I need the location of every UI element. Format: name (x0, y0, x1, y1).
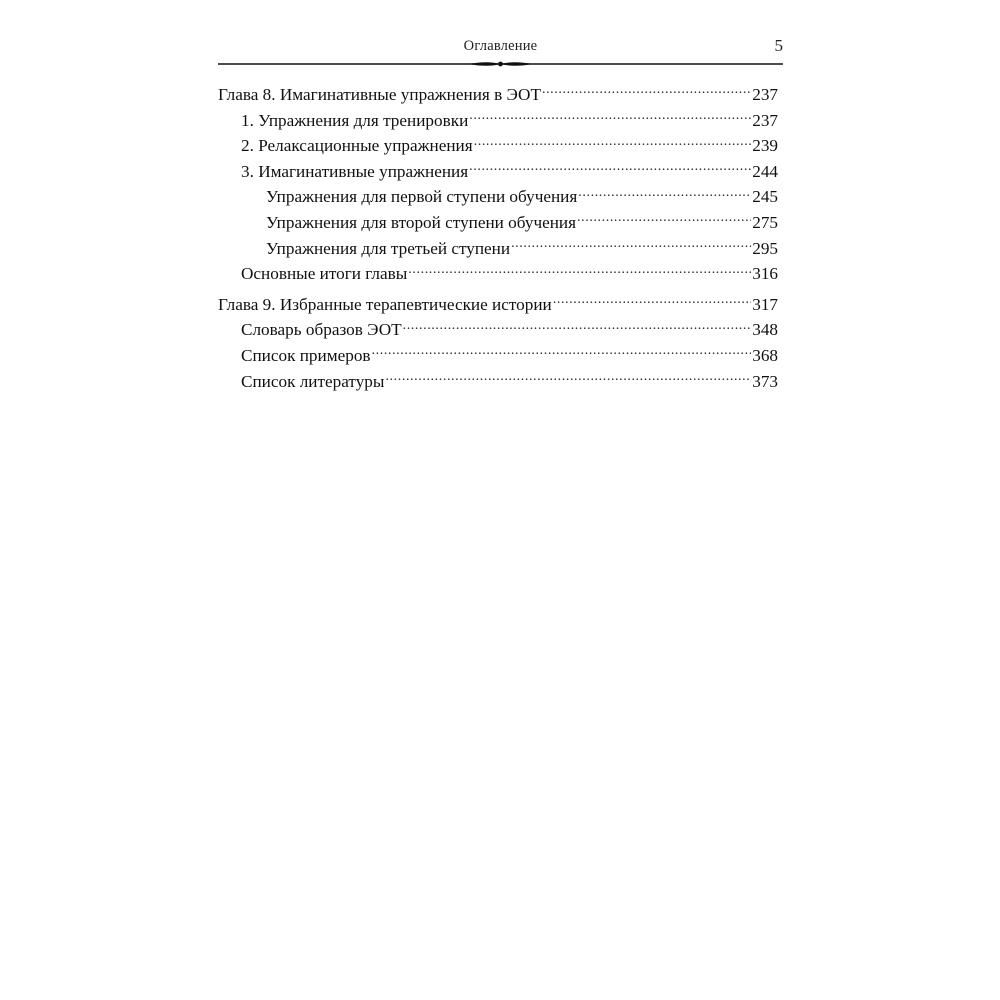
dot-leader (542, 83, 751, 100)
dot-leader (372, 344, 752, 361)
toc-entry-relaxation-exercises[interactable] (218, 133, 778, 159)
toc-entry-page: 244 (752, 161, 778, 181)
toc-entry-chapter-9[interactable] (218, 292, 778, 318)
toc-entry-page: 348 (752, 320, 778, 340)
table-of-contents (218, 82, 778, 394)
toc-entry-training-exercises[interactable] (218, 108, 778, 134)
toc-entry-page: 373 (752, 371, 778, 391)
toc-entry-page: 237 (752, 110, 778, 130)
toc-entry-bibliography[interactable] (218, 369, 778, 395)
running-head-title: Оглавление (463, 38, 538, 54)
toc-entry-title: 2. Релаксационные упражнения (241, 136, 473, 156)
toc-entry-title: Упражнения для первой ступени обучения (266, 187, 578, 207)
toc-entry-page: 295 (752, 238, 778, 258)
toc-entry-title: Упражнения для второй ступени обучения (266, 212, 577, 232)
toc-entry-chapter-summary[interactable] (218, 261, 778, 287)
toc-entry-first-stage[interactable] (218, 184, 778, 210)
toc-entry-title: 3. Имагинативные упражнения (241, 161, 469, 181)
toc-entry-second-stage[interactable] (218, 210, 778, 236)
dot-leader (553, 293, 751, 310)
toc-entry-page: 316 (752, 264, 778, 284)
toc-entry-page: 239 (752, 136, 778, 156)
toc-entry-page: 275 (752, 212, 778, 232)
dot-leader (474, 134, 752, 151)
dot-leader (403, 318, 752, 335)
toc-entry-title: Список литературы (241, 371, 385, 391)
toc-entry-examples-list[interactable] (218, 343, 778, 369)
toc-entry-title: Глава 8. Имагинативные упражнения в ЭОТ (218, 85, 541, 104)
toc-entry-title: Список примеров (241, 345, 371, 365)
toc-entry-page: 368 (752, 345, 778, 365)
toc-entry-page: 317 (752, 294, 778, 314)
running-head (218, 38, 783, 62)
toc-entry-title: 1. Упражнения для тренировки (241, 110, 469, 130)
toc-entry-title: Упражнения для третьей ступени (266, 238, 511, 258)
toc-entry-page: 245 (752, 187, 778, 207)
dot-leader (511, 236, 751, 253)
page-number: 5 (774, 36, 783, 55)
dot-leader (385, 369, 751, 386)
toc-entry-image-dictionary[interactable] (218, 317, 778, 343)
ornamental-rule (218, 60, 783, 68)
dot-leader (469, 160, 751, 177)
dot-leader (408, 262, 751, 279)
toc-entry-page: 237 (752, 85, 778, 104)
toc-entry-imaginative-exercises[interactable] (218, 159, 778, 185)
dot-leader (578, 185, 751, 202)
dot-leader (469, 108, 751, 125)
toc-entry-title: Глава 9. Избранные терапевтические истории (218, 294, 552, 314)
toc-entry-chapter-8[interactable] (218, 82, 778, 108)
toc-entry-title: Основные итоги главы (241, 264, 408, 284)
dot-leader (577, 211, 751, 228)
toc-entry-title: Словарь образов ЭОТ (241, 320, 402, 340)
toc-entry-third-stage[interactable] (218, 236, 778, 262)
